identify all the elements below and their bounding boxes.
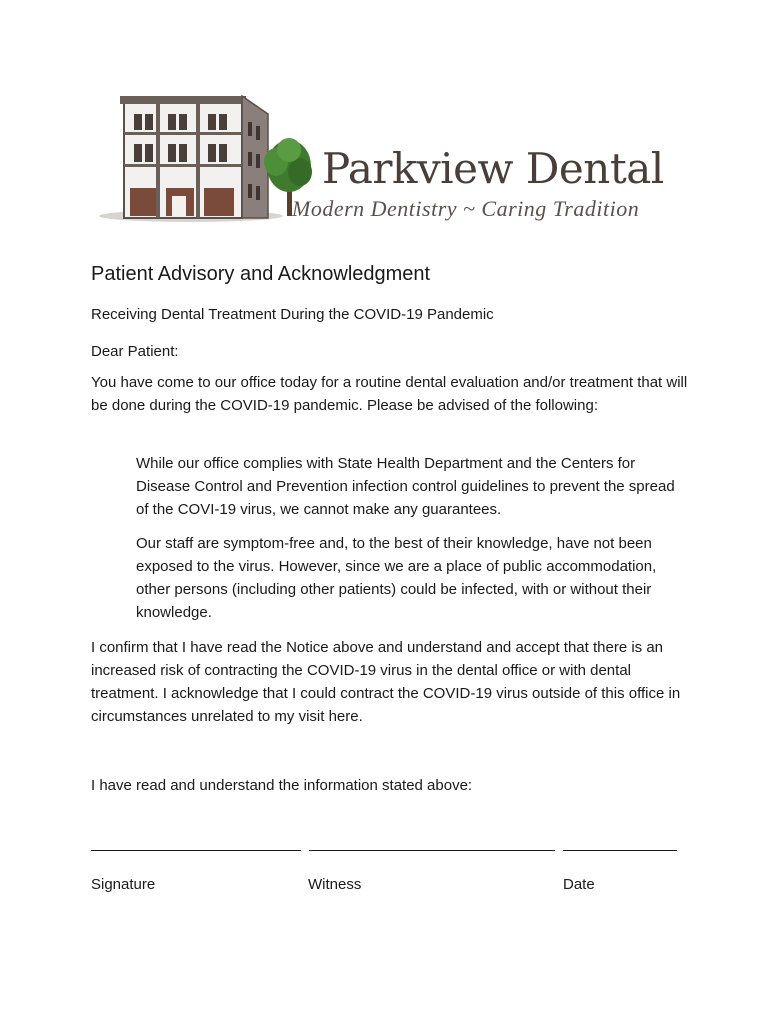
signature-line[interactable] <box>91 850 301 851</box>
witness-label: Witness <box>308 876 362 893</box>
brand-name: Parkview Dental <box>322 144 664 193</box>
date-line[interactable] <box>563 850 677 851</box>
signature-label: Signature <box>91 876 156 893</box>
company-logo <box>96 92 696 232</box>
intro-paragraph: You have come to our office today for a routine dental evaluation and/or treatment that will be done during the COVID-19 pandemic. Please be advised of the following: <box>91 374 688 414</box>
advisory-item: Our staff are symptom-free and, to the best of their knowledge, have not been exposed to the virus. However, since we are a place of public accommodation, other persons (including other patients) could be infected, with or without their knowledge. <box>136 535 657 621</box>
witness-line[interactable] <box>309 850 555 851</box>
read-statement: I have read and understand the information stated above: <box>91 777 473 794</box>
advisory-item: While our office complies with State Health Department and the Centers for Disease Control and Prevention infection control guidelines to prevent the spread of the COVI-19 virus, we cannot make any guarantees. <box>136 455 675 518</box>
greeting: Dear Patient: <box>91 343 179 360</box>
confirmation-paragraph: I confirm that I have read the Notice above and understand and accept that there is an increased risk of contracting the COVID-19 virus in the dental office or with dental treatment. I acknowledge that I could contract the COVID-19 virus outside of this office in circumstances unrelated to my visit here. <box>91 639 681 725</box>
document-title: Patient Advisory and Acknowledgment <box>91 263 431 285</box>
document-subtitle: Receiving Dental Treatment During the COVID-19 Pandemic <box>91 306 494 323</box>
brand-tagline: Modern Dentistry ~ Caring Tradition <box>292 196 640 221</box>
date-label: Date <box>563 876 595 893</box>
